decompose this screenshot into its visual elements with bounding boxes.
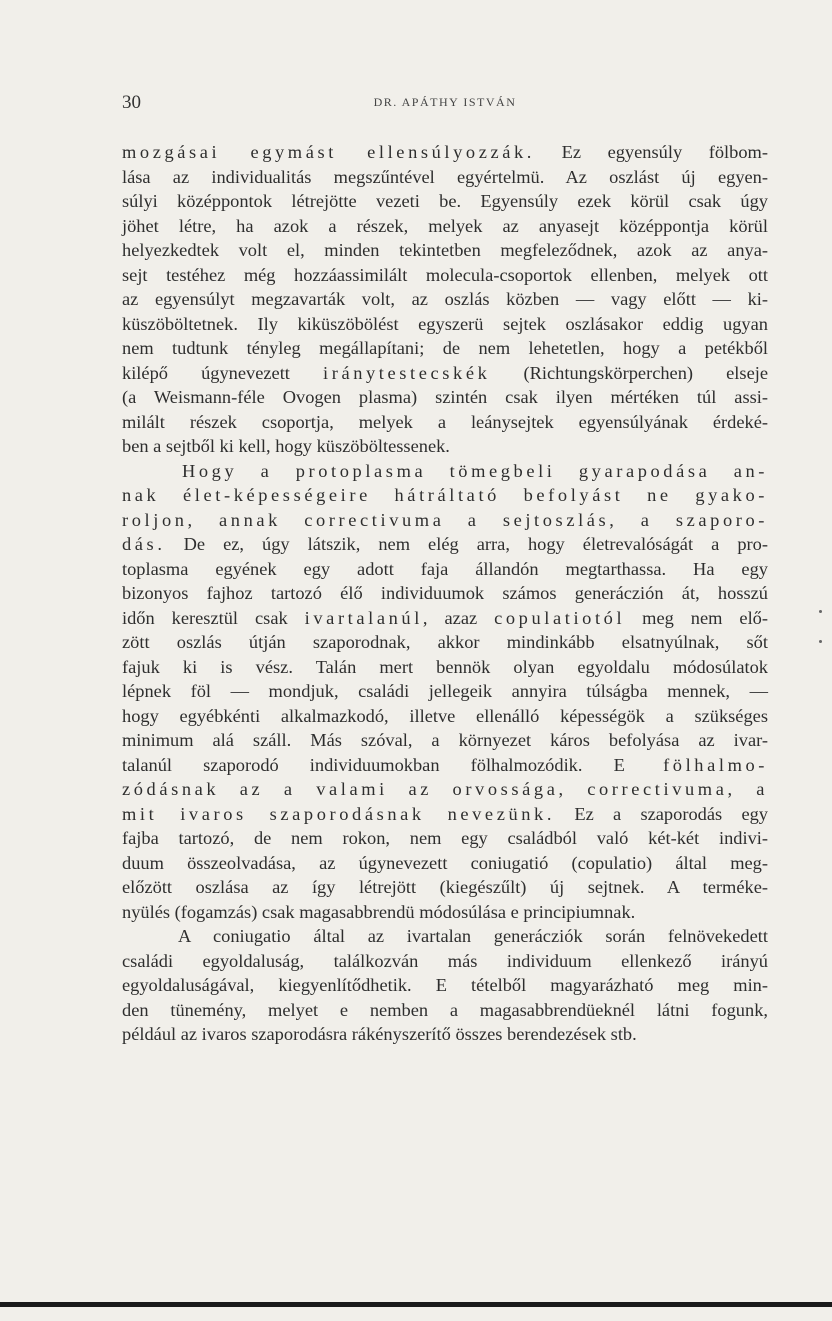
- text-run: zött oszlás útján szaporodnak, akkor mindinkább elsatnyúlnak, sőt: [122, 632, 768, 652]
- text-line: [122, 973, 768, 998]
- text-run: hogy egyébkénti alkalmazkodó, illetve ellenálló képességök a szükséges: [122, 705, 768, 726]
- text-run: súlyi középpontok létrejötte vezeti be. Egyensúly ezek körül csak úgy: [122, 191, 768, 211]
- running-head-title: DR. APÁTHY ISTVÁN: [373, 95, 517, 109]
- text-run: talanúl szaporodó individuumokban fölhalmozódik.: [122, 754, 614, 775]
- text-run: küszöböltetnek. Ily kiküszöbölést egyszerü sejtek oszlásakor eddig ugyan: [122, 313, 768, 334]
- text-line: [122, 214, 768, 239]
- paragraph: [122, 924, 768, 1047]
- text-line: [122, 140, 768, 165]
- text-run: helyezkedtek volt el, minden tekintetben megfeleződnek, azok az anya-: [122, 240, 768, 260]
- text-line: [122, 410, 768, 435]
- text-run: lépnek föl — mondjuk, családi jellegeik annyira túlságba mennek, —: [122, 681, 768, 701]
- text-line: [122, 606, 768, 631]
- text-line: [122, 581, 768, 606]
- spaced-emphasis: E fölhalmo-: [613, 754, 768, 775]
- text-line: [122, 704, 768, 729]
- margin-mark: [819, 610, 822, 613]
- text-line: [122, 924, 768, 949]
- text-line: [122, 459, 768, 484]
- text-run: egyoldaluságával, kiegyenlítődhetik. E tételből magyarázható meg min-: [122, 975, 768, 995]
- text-line: [122, 949, 768, 974]
- text-line: [122, 851, 768, 876]
- text-line: [122, 802, 768, 827]
- spaced-emphasis: iránytestecskék: [323, 362, 491, 383]
- text-line: [122, 483, 768, 508]
- text-line: [122, 826, 768, 851]
- text-line: [122, 165, 768, 190]
- text-line: [122, 655, 768, 680]
- text-line: [122, 753, 768, 778]
- text-run: például az ivaros szaporodásra rákényszerítő összes berendezések stb.: [122, 1024, 637, 1044]
- text-line: [122, 508, 768, 533]
- text-run: lása az individualitás megszűntével egyértelmü. Az oszlást új egyen-: [122, 166, 768, 187]
- spaced-emphasis: roljon, annak correctivuma a sejtoszlás, a szaporo-: [122, 509, 768, 530]
- text-line: [122, 238, 768, 263]
- text-line: [122, 434, 768, 459]
- text-run: A coniugatio által az ivartalan generácziók során felnövekedett: [178, 926, 768, 946]
- text-run: (a Weismann-féle Ovogen plasma) szintén csak ilyen mértéken túl assi-: [122, 387, 768, 407]
- spaced-emphasis: copulatiotól: [494, 607, 626, 628]
- text-run: előzött oszlása az így létrejött (kiegészűlt) új sejtnek. A terméke-: [122, 877, 768, 897]
- text-run: fajba tartozó, de nem rokon, nem egy családból való két-két indivi-: [122, 828, 768, 848]
- text-line: [122, 557, 768, 582]
- margin-mark: [819, 640, 822, 643]
- text-line: [122, 263, 768, 288]
- text-run: toplasma egyének egy adott faja állandón megtarthassa. Ha egy: [122, 558, 768, 579]
- text-run: nyülés (fogamzás) csak magasabbrendü módosúlása e principiumnak.: [122, 901, 636, 922]
- text-run: nem tudtunk tényleg megállapítani; de nem lehetetlen, hogy a petékből: [122, 338, 768, 358]
- text-run: sejt testéhez még hozzáassimilált molecula-csoportok ellenben, melyek ott: [122, 264, 768, 285]
- spaced-emphasis: ivartalanúl: [304, 607, 423, 628]
- spaced-emphasis: mozgásai egymást ellensúlyozzák.: [122, 142, 535, 162]
- text-line: [122, 900, 768, 925]
- text-run: (Richtungskörperchen) elseje: [490, 362, 768, 383]
- page-number: 30: [122, 92, 141, 113]
- text-line: [122, 532, 768, 557]
- text-line: [122, 728, 768, 753]
- text-line: [122, 312, 768, 337]
- text-run: den tünemény, melyet e nemben a magasabbrendüeknél látni fogunk,: [122, 999, 768, 1020]
- text-line: [122, 1022, 768, 1047]
- spaced-emphasis: dás.: [122, 534, 166, 554]
- text-run: családi egyoldaluság, találkozván más individuum ellenkező irányú: [122, 950, 768, 971]
- text-run: az egyensúlyt megzavarták volt, az oszlás közben — vagy előtt — ki-: [122, 289, 768, 309]
- text-run: bizonyos fajhoz tartozó élő individuumok számos generáczión át, hosszú: [122, 583, 768, 603]
- bottom-edge-rule: [0, 1302, 832, 1307]
- text-run: De ez, úgy látszik, nem elég arra, hogy életrevalóságát a pro-: [165, 534, 768, 554]
- text-run: időn keresztül csak: [122, 607, 305, 628]
- text-run: , azaz: [422, 607, 495, 628]
- text-run: milált részek csoportja, melyek a leánysejtek egyensúlyának érdeké-: [122, 411, 768, 432]
- body-text: [122, 140, 768, 1047]
- spaced-emphasis: mit ivaros szaporodásnak nevezünk.: [122, 803, 556, 824]
- text-line: [122, 630, 768, 655]
- text-run: fajuk ki is vész. Talán mert bennök olyan egyoldalu módosúlatok: [122, 656, 768, 677]
- text-line: [122, 189, 768, 214]
- text-line: [122, 287, 768, 312]
- paragraph: [122, 140, 768, 459]
- text-line: [122, 385, 768, 410]
- text-run: duum összeolvadása, az úgynevezett coniugatió (copulatio) által meg-: [122, 852, 768, 873]
- text-run: Ez egyensúly fölbom-: [535, 142, 768, 162]
- text-line: [122, 361, 768, 386]
- running-head: [122, 92, 768, 116]
- text-run: jöhet létre, ha azok a részek, melyek az anyasejt középpontja körül: [122, 215, 768, 236]
- text-run: kilépő úgynevezett: [122, 362, 324, 383]
- text-line: [122, 875, 768, 900]
- spaced-emphasis: Hogy a protoplasma tömegbeli gyarapodása an-: [182, 460, 768, 481]
- text-line: [122, 777, 768, 802]
- text-run: minimum alá száll. Más szóval, a környezet káros befolyása az ivar-: [122, 730, 768, 750]
- spaced-emphasis: nak élet-képességeire hátráltató befolyást ne gyako-: [122, 485, 768, 505]
- text-run: meg nem elő-: [625, 607, 768, 628]
- text-run: Ez a szaporodás egy: [555, 803, 768, 824]
- text-run: ben a sejtből ki kell, hogy küszöböltessenek.: [122, 436, 450, 456]
- text-line: [122, 998, 768, 1023]
- text-line: [122, 336, 768, 361]
- spaced-emphasis: zódásnak az a valami az orvossága, correctivuma, a: [122, 779, 768, 799]
- paragraph: [122, 459, 768, 925]
- text-line: [122, 679, 768, 704]
